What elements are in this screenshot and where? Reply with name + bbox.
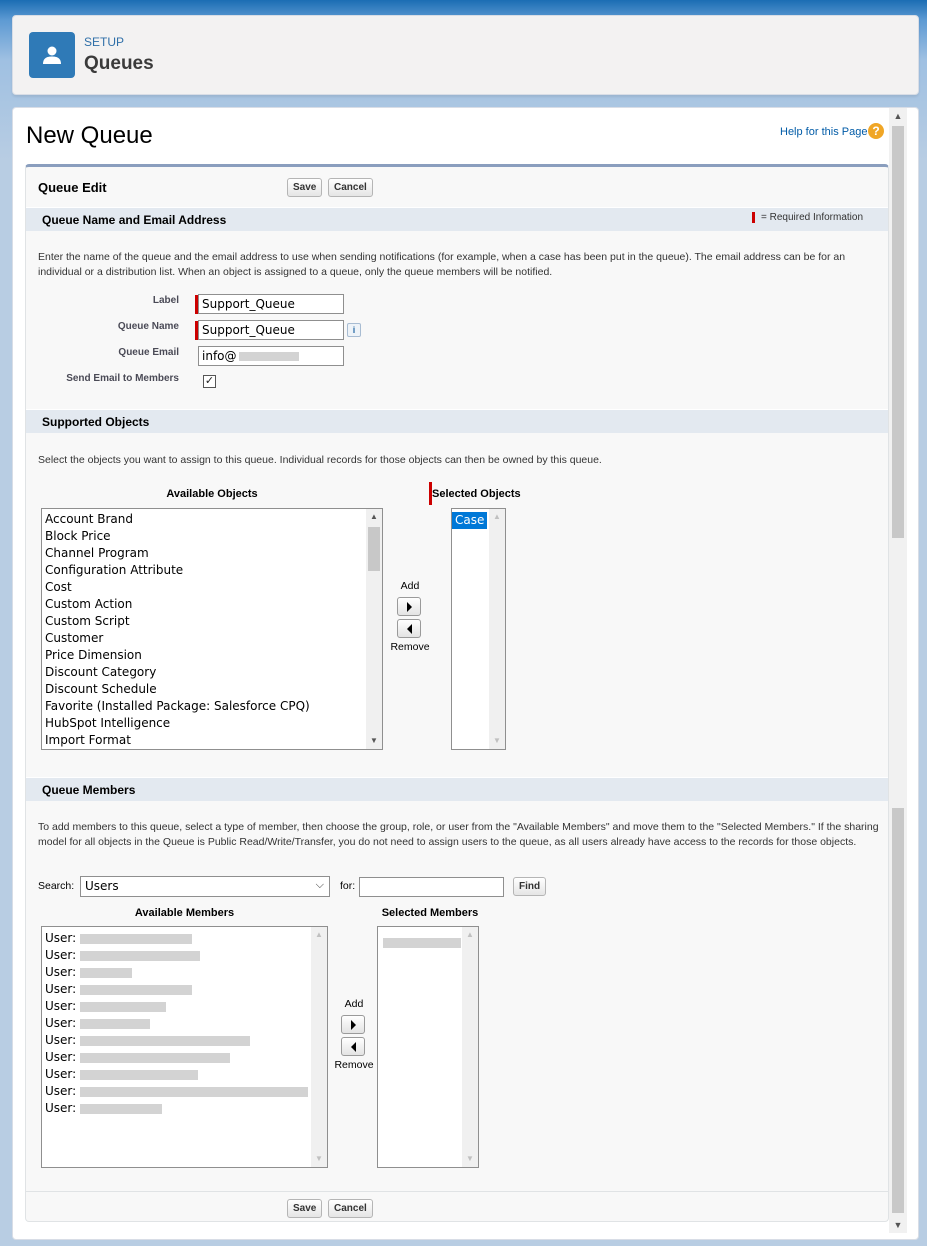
user-icon: [29, 32, 75, 78]
redacted-text: [80, 934, 192, 944]
redacted-text: [80, 1053, 230, 1063]
available-members-list[interactable]: [41, 926, 328, 1168]
list-item[interactable]: Custom Script: [45, 614, 130, 628]
chevron-down-icon: ⌵: [315, 878, 324, 891]
member-prefix: User:: [45, 1101, 77, 1115]
member-prefix: User:: [45, 931, 77, 945]
cancel-button-bottom[interactable]: Cancel: [328, 1199, 373, 1218]
list-item[interactable]: Configuration Attribute: [45, 563, 184, 577]
required-legend: = Required Information: [761, 212, 864, 223]
member-prefix: User:: [45, 1016, 77, 1030]
queue-name-field-label: Queue Name: [117, 321, 179, 332]
queue-email-input[interactable]: [198, 346, 344, 366]
selected-object-item[interactable]: Case: [452, 512, 487, 529]
list-item[interactable]: Discount Category: [45, 665, 157, 679]
redacted-text: [80, 1036, 250, 1046]
list-item[interactable]: [42, 930, 327, 947]
list-item[interactable]: Account Brand: [45, 512, 134, 526]
list-item[interactable]: Channel Program: [45, 546, 149, 560]
setup-header: [12, 15, 919, 95]
list-scrollbar[interactable]: [366, 509, 382, 749]
redacted-text: [80, 968, 132, 978]
member-prefix: User:: [45, 948, 77, 962]
arrow-right-icon: [351, 1020, 356, 1030]
list-scrollbar: [462, 927, 478, 1167]
members-description: To add members to this queue, select a type of member, then choose the group, role, or user from the "Available Members" and move them to the "Selected Members." If the sharing model for all objects in the Queue is Public Read/Write/Transfer, you do not need to assign users to the queue, as all users already have access to the records for those objects.: [38, 821, 879, 848]
for-label: for:: [340, 880, 356, 892]
arrow-left-icon: [407, 624, 412, 634]
available-members-label: Available Members: [134, 907, 235, 919]
list-item[interactable]: [42, 1049, 327, 1066]
label-field-label: Label: [152, 295, 179, 306]
scroll-down-icon[interactable]: ▼: [893, 1220, 903, 1230]
queue-email-field-label: Queue Email: [118, 347, 179, 358]
member-prefix: User:: [45, 1084, 77, 1098]
member-prefix: User:: [45, 999, 77, 1013]
chevron-up-icon: ▲: [315, 930, 323, 939]
find-button[interactable]: Find: [513, 877, 546, 896]
section-header-members: [26, 777, 888, 801]
chevron-down-icon: ▼: [493, 736, 501, 745]
selected-members-label: Selected Members: [381, 907, 479, 919]
list-item[interactable]: [42, 1100, 327, 1117]
list-item[interactable]: Discount Schedule: [45, 682, 157, 696]
panel-title: Queue Edit: [38, 180, 107, 195]
list-item[interactable]: HubSpot Intelligence: [45, 716, 171, 730]
remove-object-button[interactable]: [397, 619, 421, 638]
chevron-down-icon: ▼: [315, 1154, 323, 1163]
search-label: Search:: [38, 880, 75, 892]
arrow-left-icon: [351, 1042, 356, 1052]
redacted-text: [80, 1002, 166, 1012]
question-icon[interactable]: ?: [868, 123, 884, 139]
section-header-name-email: [26, 207, 888, 231]
list-item[interactable]: [42, 1015, 327, 1032]
add-member-button[interactable]: [341, 1015, 365, 1034]
list-item[interactable]: [42, 1032, 327, 1049]
list-item[interactable]: Import Format: [45, 733, 131, 747]
list-item[interactable]: Customer: [45, 631, 104, 645]
arrow-right-icon: [407, 602, 412, 612]
divider: [26, 1191, 888, 1192]
redacted-text: [80, 985, 192, 995]
member-search-input[interactable]: [359, 877, 504, 897]
member-type-select[interactable]: [80, 876, 330, 897]
header-title: Queues: [84, 53, 154, 74]
chevron-down-icon[interactable]: ▼: [370, 736, 378, 745]
available-objects-items: [42, 509, 382, 749]
list-item[interactable]: Favorite (Installed Package: Salesforce CPQ): [45, 699, 310, 713]
label-input[interactable]: Support_Queue: [198, 294, 344, 314]
redacted-text: [80, 1087, 308, 1097]
member-prefix: User:: [45, 965, 77, 979]
chevron-up-icon: ▲: [466, 930, 474, 939]
chevron-up-icon: ▲: [493, 512, 501, 521]
list-item[interactable]: Block Price: [45, 529, 111, 543]
available-objects-list[interactable]: [41, 508, 383, 750]
section-header-objects: [26, 409, 888, 433]
add-label: Add: [344, 998, 364, 1010]
selected-objects-list[interactable]: [451, 508, 506, 750]
list-item[interactable]: [42, 998, 327, 1015]
member-prefix: User:: [45, 1033, 77, 1047]
remove-label: Remove: [334, 1059, 374, 1071]
member-prefix: User:: [45, 1050, 77, 1064]
scroll-thumb-lower: [892, 808, 904, 1213]
list-scrollbar: [489, 509, 505, 749]
list-item[interactable]: [42, 1066, 327, 1083]
save-button-bottom[interactable]: Save: [287, 1199, 322, 1218]
add-label: Add: [400, 580, 420, 592]
list-scroll-thumb[interactable]: [368, 527, 380, 571]
list-item[interactable]: Cost: [45, 580, 72, 594]
list-item[interactable]: Custom Action: [45, 597, 133, 611]
name-email-description: Enter the name of the queue and the email address to use when sending notifications (for example, when a case has been put in the queue). The email address can be for an individual or a distribution list. When an object is assigned to a queue, only the queue members will be notified.: [38, 251, 846, 278]
scroll-thumb[interactable]: [892, 126, 904, 538]
section-title: Supported Objects: [42, 415, 150, 429]
remove-label: Remove: [390, 641, 430, 653]
list-item[interactable]: [42, 947, 327, 964]
member-type-value: Users: [85, 879, 119, 893]
send-email-checkbox[interactable]: ✓: [204, 375, 215, 387]
list-item[interactable]: Price Dimension: [45, 648, 142, 662]
help-link[interactable]: Help for this Page: [780, 126, 868, 138]
cancel-button[interactable]: Cancel: [328, 178, 373, 197]
remove-member-button[interactable]: [341, 1037, 365, 1056]
chevron-down-icon: ▼: [466, 1154, 474, 1163]
page-scrollbar[interactable]: [889, 108, 907, 1233]
send-email-field-label: Send Email to Members: [66, 373, 179, 384]
redacted-text: [80, 951, 200, 961]
section-title: Queue Members: [42, 783, 136, 797]
queue-email-value: info@: [202, 349, 237, 363]
info-icon[interactable]: i: [347, 323, 361, 337]
save-button[interactable]: Save: [287, 178, 322, 197]
redacted-text: [239, 352, 299, 361]
selected-objects-label: Selected Objects: [432, 488, 521, 500]
list-item[interactable]: [42, 981, 327, 998]
available-objects-label: Available Objects: [166, 488, 258, 500]
required-marker: [752, 212, 755, 223]
add-object-button[interactable]: [397, 597, 421, 616]
redacted-text: [80, 1019, 150, 1029]
redacted-text: [80, 1070, 198, 1080]
available-members-items: [42, 927, 327, 1117]
queue-name-input[interactable]: Support_Queue: [198, 320, 344, 340]
member-prefix: User:: [45, 1067, 77, 1081]
page-title: New Queue: [26, 122, 153, 149]
chevron-up-icon[interactable]: ▲: [370, 512, 378, 521]
objects-description: Select the objects you want to assign to this queue. Individual records for those objects can then be owned by this queue.: [38, 454, 602, 466]
redacted-text: [80, 1104, 162, 1114]
redacted-member[interactable]: [383, 938, 461, 948]
list-item[interactable]: [42, 1083, 327, 1100]
selected-members-list[interactable]: [377, 926, 479, 1168]
section-title: Queue Name and Email Address: [42, 213, 227, 227]
member-prefix: User:: [45, 982, 77, 996]
list-item[interactable]: [42, 964, 327, 981]
setup-breadcrumb[interactable]: SETUP: [84, 35, 125, 49]
scroll-up-icon[interactable]: ▲: [893, 111, 903, 121]
list-scrollbar: [311, 927, 327, 1167]
